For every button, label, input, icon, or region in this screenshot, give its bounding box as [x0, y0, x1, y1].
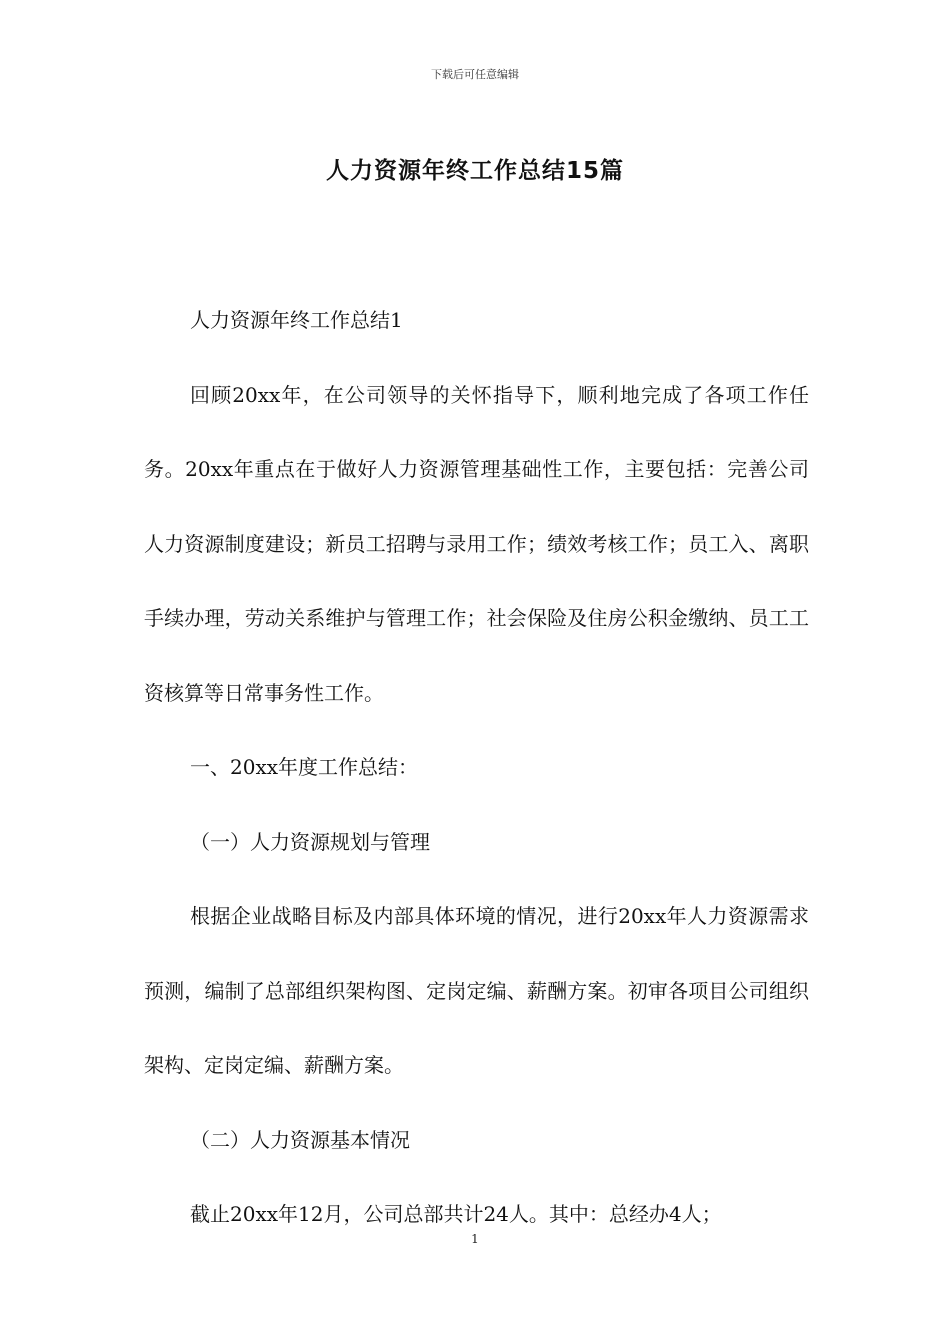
subsection-heading: （二）人力资源基本情况 — [190, 1127, 410, 1152]
body-paragraph: 回顾20xx年，在公司领导的关怀指导下，顺利地完成了各项工作任务。20xx年重点在于做好人力资源管理基础性工作，主要包括：完善公司人力资源制度建设；新员工招聘与录用工作；绩效考核工作；员工入、离职手续办理，劳动关系维护与管理工作；社会保险及住房公积金缴纳、员工工资核算等日常事务性工作。 — [144, 382, 809, 705]
body-paragraph: 根据企业战略目标及内部具体环境的情况，进行20xx年人力资源需求预测，编制了总部组织架构图、定岗定编、薪酬方案。初审各项目公司组织架构、定岗定编、薪酬方案。 — [144, 904, 809, 1077]
section-heading: 人力资源年终工作总结1 — [190, 308, 403, 332]
header-note: 下载后可任意编辑 — [431, 68, 519, 81]
document-title: 人力资源年终工作总结15篇 — [325, 158, 624, 184]
body-paragraph: 截止20xx年12月，公司总部共计24人。其中：总经办4人； — [190, 1202, 722, 1226]
document-body — [144, 283, 809, 1252]
section-heading: 一、20xx年度工作总结： — [190, 755, 419, 779]
subsection-heading: （一）人力资源规划与管理 — [190, 829, 430, 854]
page-number: 1 — [471, 1232, 479, 1246]
